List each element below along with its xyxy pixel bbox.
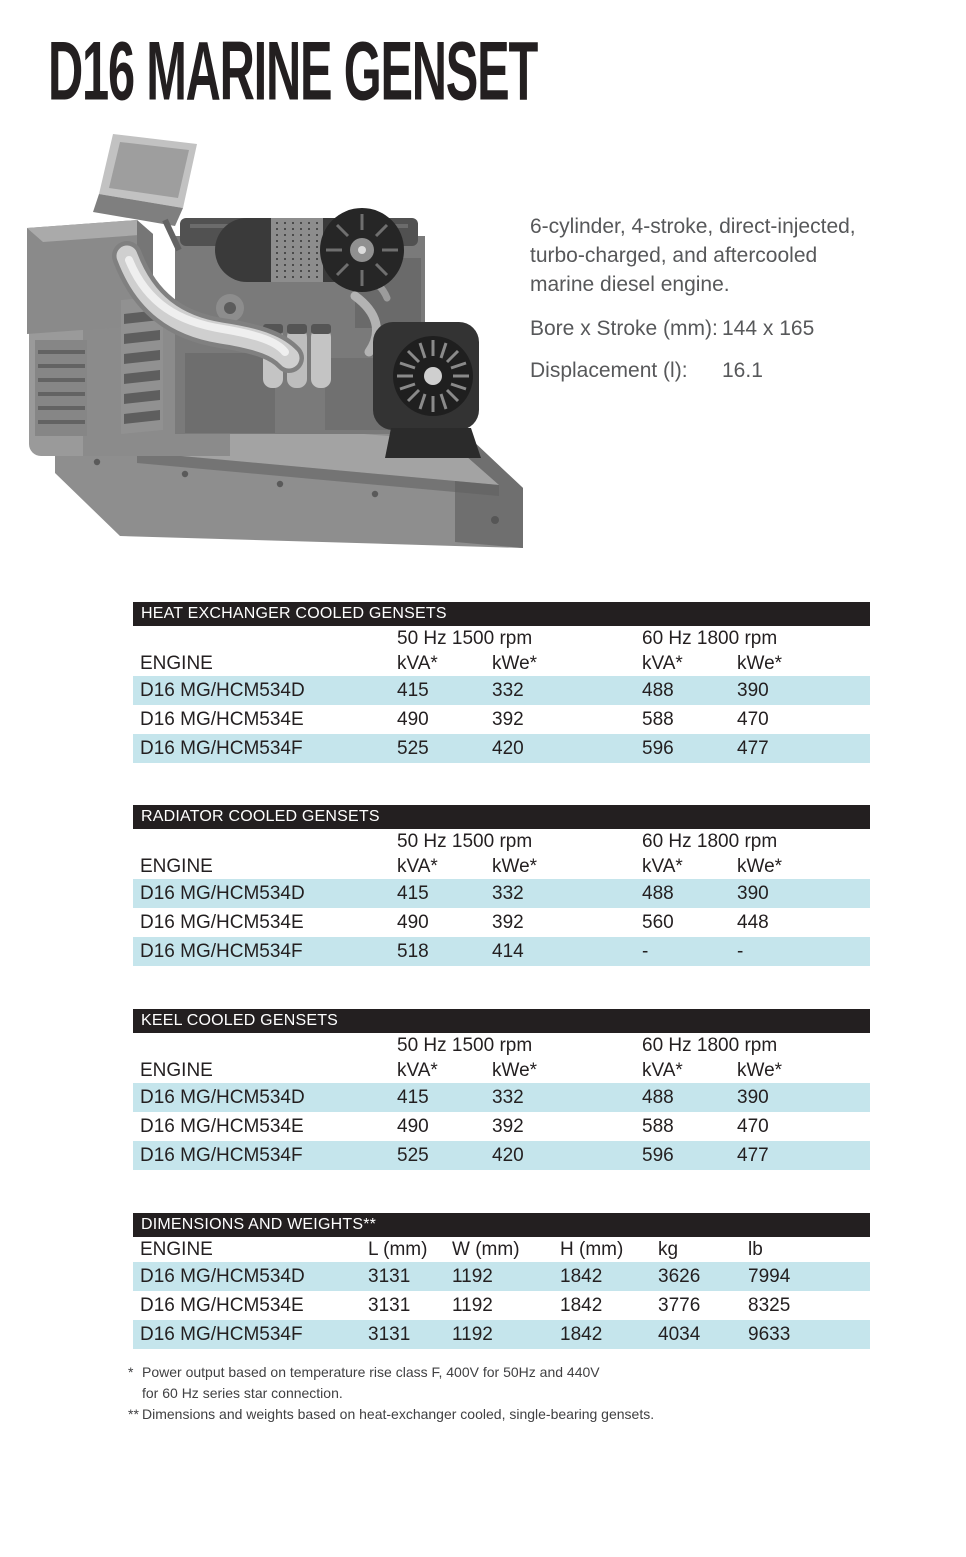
freq-50hz-label: 50 Hz 1500 rpm [397,831,533,852]
frequency-header-row [133,1033,870,1058]
engine-name: D16 MG/HCM534E [140,1115,304,1137]
col-header-engine: ENGINE [140,1238,213,1260]
cell-value: 560 [642,911,674,933]
cell-value: 392 [492,911,524,933]
cell-value: 1192 [452,1294,493,1316]
freq-60hz-label: 60 Hz 1800 rpm [642,628,778,649]
cell-value: 488 [642,1086,674,1108]
engine-name: D16 MG/HCM534D [140,882,305,904]
col-header-width: W (mm) [452,1238,520,1260]
cell-value: 3626 [658,1265,701,1287]
engine-name: D16 MG/HCM534E [140,708,304,730]
cell-value: 1842 [560,1294,603,1316]
footnote-line: for 60 Hz series star connection. [142,1385,343,1401]
engine-name: D16 MG/HCM534D [140,1265,305,1287]
cell-value: 4034 [658,1323,701,1345]
genset-photo [25,128,540,563]
col-header-kva-60: kVA* [642,855,683,877]
cell-value: 8325 [748,1294,791,1316]
spec-label: Displacement (l): [530,359,688,382]
engine-name: D16 MG/HCM534F [140,1144,303,1166]
col-header-engine: ENGINE [140,855,213,877]
fan-housing [373,322,481,458]
spec-label: Bore x Stroke (mm): [530,317,718,340]
table-title: KEEL COOLED GENSETS [141,1012,339,1029]
engine-name: D16 MG/HCM534D [140,679,305,701]
cell-value: 588 [642,708,674,730]
table-title-bar [133,1213,870,1237]
cell-value: 3776 [658,1294,701,1316]
column-header-row [133,1237,870,1262]
cell-value: 470 [737,708,769,730]
air-filter [215,208,404,292]
cell-value: 415 [397,1086,429,1108]
column-header-row [133,651,870,676]
genset-illustration [25,128,540,563]
engine-name: D16 MG/HCM534E [140,911,304,933]
col-header-kva-50: kVA* [397,1059,438,1081]
engine-name: D16 MG/HCM534D [140,1086,305,1108]
table-title-bar [133,1009,870,1033]
frequency-header-row [133,829,870,854]
cell-value: 477 [737,1144,769,1166]
footnote-text [142,1362,873,1404]
frequency-header-row [133,626,870,651]
cell-value: 490 [397,1115,429,1137]
intro-section [530,212,875,398]
col-header-kwe-60: kWe* [737,652,783,674]
col-header-kwe-60: kWe* [737,855,783,877]
table-title: HEAT EXCHANGER COOLED GENSETS [141,605,447,622]
table-row [133,1083,870,1112]
footnote-star [128,1362,873,1404]
table-row [133,1291,870,1320]
table-title-bar [133,602,870,626]
cell-value: 415 [397,882,429,904]
table-row [133,734,870,763]
table-title: RADIATOR COOLED GENSETS [141,808,380,825]
cell-value: 525 [397,1144,429,1166]
cell-value: 1842 [560,1265,603,1287]
heat-exchanger-table [133,602,870,763]
cell-value: 1842 [560,1323,603,1345]
table-row [133,937,870,966]
col-header-kwe-50: kWe* [492,855,538,877]
spec-value: 144 x 165 [722,317,815,340]
spec-value: 16.1 [722,359,763,382]
table-title-bar [133,805,870,829]
table-row [133,1112,870,1141]
col-header-kva-50: kVA* [397,855,438,877]
col-header-kwe-60: kWe* [737,1059,783,1081]
cell-value: 596 [642,1144,674,1166]
cell-value: 390 [737,679,769,701]
engine-name: D16 MG/HCM534E [140,1294,304,1316]
col-header-engine: ENGINE [140,1059,213,1081]
table-row [133,879,870,908]
table-row [133,705,870,734]
cell-value: 420 [492,737,524,759]
cell-value: 490 [397,708,429,730]
col-header-lb: lb [748,1238,763,1260]
cell-value: 9633 [748,1323,791,1345]
col-header-engine: ENGINE [140,652,213,674]
cell-value: 488 [642,679,674,701]
footnote-text: Dimensions and weights based on heat-exchanger cooled, single-bearing gensets. [142,1406,655,1422]
column-header-row [133,854,870,879]
cell-value: 3131 [368,1323,411,1345]
col-header-kg: kg [658,1238,679,1260]
cell-value: 390 [737,882,769,904]
cell-value: 415 [397,679,429,701]
freq-50hz-label: 50 Hz 1500 rpm [397,628,533,649]
footnote-double-star [128,1404,873,1425]
engine-name: D16 MG/HCM534F [140,737,303,759]
cell-value: - [737,940,744,962]
footnote-marker: ** [128,1406,139,1422]
table-title: DIMENSIONS AND WEIGHTS** [141,1216,377,1233]
footnote-line: Power output based on temperature rise class F, 400V for 50Hz and 440V [142,1364,600,1380]
engine-name: D16 MG/HCM534F [140,940,303,962]
cell-value: 332 [492,1086,524,1108]
cell-value: 518 [397,940,429,962]
footnote-marker: * [128,1364,134,1380]
col-header-length: L (mm) [368,1238,428,1260]
cell-value: 1192 [452,1265,493,1287]
cell-value: 470 [737,1115,769,1137]
cell-value: 588 [642,1115,674,1137]
keel-cooled-table [133,1009,870,1170]
freq-60hz-label: 60 Hz 1800 rpm [642,831,778,852]
page-title: D16 MARINE GENSET [48,24,538,118]
cell-value: 525 [397,737,429,759]
cell-value: 392 [492,708,524,730]
cell-value: 332 [492,882,524,904]
col-header-kva-60: kVA* [642,652,683,674]
freq-50hz-label: 50 Hz 1500 rpm [397,1035,533,1056]
engine-description: 6-cylinder, 4-stroke, direct-injected, turbo-charged, and aftercooled marine diesel engine. [530,215,856,296]
cell-value: 3131 [368,1265,411,1287]
freq-60hz-label: 60 Hz 1800 rpm [642,1035,778,1056]
cell-value: 392 [492,1115,524,1137]
cell-value: 420 [492,1144,524,1166]
footnotes [128,1362,873,1425]
cell-value: 488 [642,882,674,904]
cell-value: 448 [737,911,769,933]
col-header-kwe-50: kWe* [492,652,538,674]
cell-value: 596 [642,737,674,759]
col-header-kwe-50: kWe* [492,1059,538,1081]
cell-value: 7994 [748,1265,791,1287]
cell-value: 332 [492,679,524,701]
cell-value: 390 [737,1086,769,1108]
dimensions-weights-table [133,1213,870,1349]
table-row [133,1320,870,1349]
spec-displacement [530,356,875,385]
cell-value: 3131 [368,1294,411,1316]
cell-value: 414 [492,940,524,962]
table-row [133,1262,870,1291]
table-row [133,908,870,937]
cell-value: - [642,940,649,962]
col-header-height: H (mm) [560,1238,624,1260]
col-header-kva-50: kVA* [397,652,438,674]
engine-name: D16 MG/HCM534F [140,1323,303,1345]
radiator-cooled-table [133,805,870,966]
spec-bore-stroke [530,314,875,343]
col-header-kva-60: kVA* [642,1059,683,1081]
column-header-row [133,1058,870,1083]
table-row [133,676,870,705]
cell-value: 1192 [452,1323,493,1345]
table-row [133,1141,870,1170]
cell-value: 477 [737,737,769,759]
cell-value: 490 [397,911,429,933]
